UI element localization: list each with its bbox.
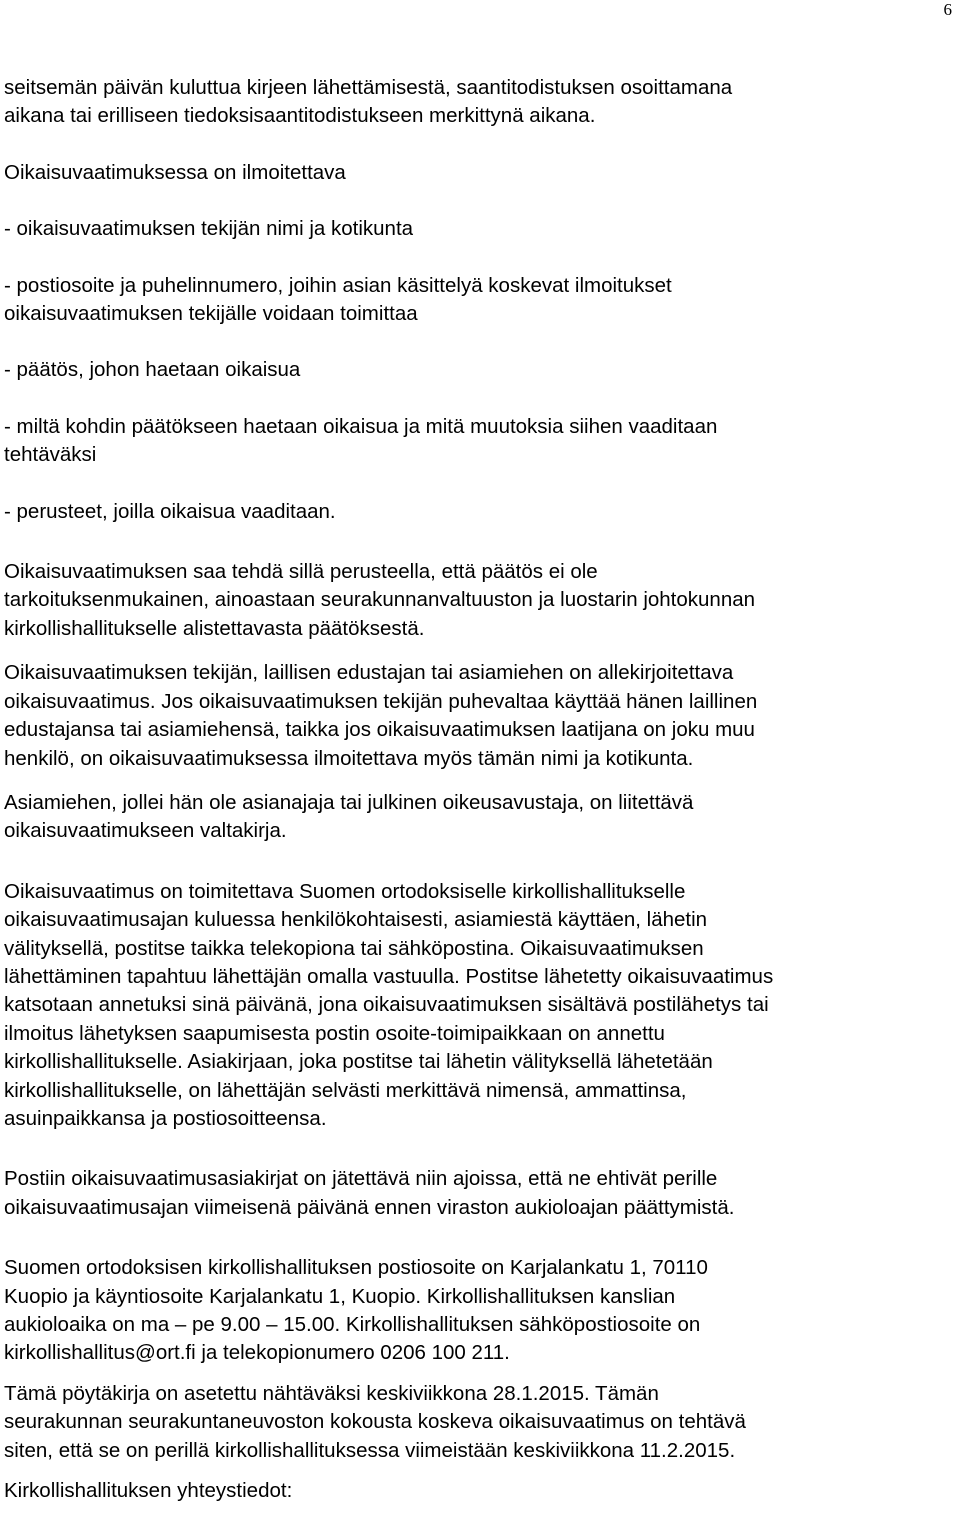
text-line: henkilö, on oikaisuvaatimuksessa ilmoitettava myös tämän nimi ja kotikunta.	[4, 746, 694, 770]
paragraph-power-of-attorney	[4, 789, 956, 846]
paragraph-required-contents-intro	[4, 159, 956, 187]
text-line: tehtäväksi	[4, 443, 97, 467]
text-line: Asiamiehen, jollei hän ole asianajaja tai julkinen oikeusavustaja, on liitettävä	[4, 790, 694, 814]
paragraph-postal-deadline	[4, 1165, 956, 1222]
text-line: - päätös, johon haetaan oikaisua	[4, 358, 301, 382]
text-line: Kuopio ja käyntiosoite Karjalankatu 1, Kuopio. Kirkollishallituksen kanslian	[4, 1284, 676, 1308]
list-item-decision	[4, 356, 956, 384]
list-item-postal-address	[4, 272, 956, 329]
paragraph-display-notice	[4, 1380, 956, 1465]
list-item-grounds	[4, 498, 956, 526]
document-body	[4, 74, 956, 1505]
list-item-requested-changes	[4, 413, 956, 470]
text-line: tarkoituksenmukainen, ainoastaan seurakunnanvaltuuston ja luostarin johtokunnan	[4, 588, 756, 612]
list-item-name-and-municipality	[4, 215, 956, 243]
paragraph-submission	[4, 878, 956, 1134]
text-line: - postiosoite ja puhelinnumero, joihin asian käsittelyä koskevat ilmoitukset	[4, 273, 672, 297]
text-line: - oikaisuvaatimuksen tekijän nimi ja kotikunta	[4, 217, 414, 241]
text-line: kirkollishallitus@ort.fi ja telekopionumero 0206 100 211.	[4, 1341, 510, 1365]
text-line: kirkollishallitukselle, on lähettäjän selvästi merkittävä nimensä, ammattinsa,	[4, 1078, 687, 1102]
text-line: seitsemän päivän kuluttua kirjeen lähettämisestä, saantitodistuksen osoittamana	[4, 76, 733, 99]
text-line: ilmoitus lähetyksen saapumisesta postin osoite-toimipaikkaan on annettu	[4, 1021, 665, 1045]
paragraph-contact-heading	[4, 1477, 956, 1505]
paragraph-appropriateness-grounds	[4, 558, 956, 643]
text-line: välityksellä, postitse taikka telekopiona tai sähköpostina. Oikaisuvaatimuksen	[4, 936, 704, 960]
text-line: Kirkollishallituksen yhteystiedot:	[4, 1479, 293, 1503]
paragraph-delivery-time	[4, 74, 956, 131]
text-line: kirkollishallitukselle. Asiakirjaan, joka postitse tai lähetin välityksellä lähetetään	[4, 1050, 713, 1074]
text-line: - miltä kohdin päätökseen haetaan oikaisua ja mitä muutoksia siihen vaaditaan	[4, 414, 718, 438]
text-line: oikaisuvaatimusajan kuluessa henkilökohtaisesti, asiamiestä käyttäen, lähetin	[4, 908, 708, 932]
text-line: katsotaan annetuksi sinä päivänä, jona oikaisuvaatimuksen sisältävä postilähetys tai	[4, 993, 769, 1017]
paragraph-contact-addresses	[4, 1254, 956, 1368]
text-line: kirkollishallitukselle alistettavasta päätöksestä.	[4, 616, 425, 640]
text-line: Oikaisuvaatimuksen saa tehdä sillä perusteella, että päätös ei ole	[4, 560, 598, 584]
text-line: aukioloaika on ma – pe 9.00 – 15.00. Kirkollishallituksen sähköpostiosoite on	[4, 1313, 701, 1336]
text-line: Tämä pöytäkirja on asetettu nähtäväksi keskiviikkona 28.1.2015. Tämän	[4, 1381, 659, 1405]
text-line: Suomen ortodoksisen kirkollishallituksen postiosoite on Karjalankatu 1, 70110	[4, 1256, 708, 1280]
text-line: Oikaisuvaatimuksessa on ilmoitettava	[4, 160, 346, 184]
text-line: Postiin oikaisuvaatimusasiakirjat on jätettävä niin ajoissa, että ne ehtivät perille	[4, 1167, 718, 1191]
text-line: oikaisuvaatimukseen valtakirja.	[4, 819, 287, 843]
text-line: - perusteet, joilla oikaisua vaaditaan.	[4, 499, 336, 523]
text-line: aikana tai erilliseen tiedoksisaantitodistukseen merkittynä aikana.	[4, 104, 596, 128]
page-number: 6	[943, 0, 952, 19]
text-line: edustajansa tai asiamiehensä, taikka jos oikaisuvaatimuksen laatijana on joku muu	[4, 718, 755, 742]
text-line: oikaisuvaatimusajan viimeisenä päivänä ennen viraston aukioloajan päättymistä.	[4, 1195, 735, 1219]
text-line: siten, että se on perillä kirkollishallituksessa viimeistään keskiviikkona 11.2.2015.	[4, 1438, 736, 1462]
text-line: lähettäminen tapahtuu lähettäjän omalla vastuulla. Postitse lähetetty oikaisuvaatimus	[4, 964, 774, 988]
text-line: seurakunnan seurakuntaneuvoston kokousta koskeva oikaisuvaatimus on tehtävä	[4, 1410, 746, 1434]
paragraph-signature-requirement	[4, 659, 956, 773]
text-line: oikaisuvaatimuksen tekijälle voidaan toimittaa	[4, 302, 418, 326]
text-line: Oikaisuvaatimuksen tekijän, laillisen edustajan tai asiamiehen on allekirjoitettava	[4, 661, 734, 685]
text-line: asuinpaikkansa ja postiosoitteensa.	[4, 1106, 327, 1130]
text-line: oikaisuvaatimus. Jos oikaisuvaatimuksen tekijän puhevaltaa käyttää hänen laillinen	[4, 689, 758, 713]
text-line: Oikaisuvaatimus on toimitettava Suomen ortodoksiselle kirkollishallitukselle	[4, 879, 686, 903]
